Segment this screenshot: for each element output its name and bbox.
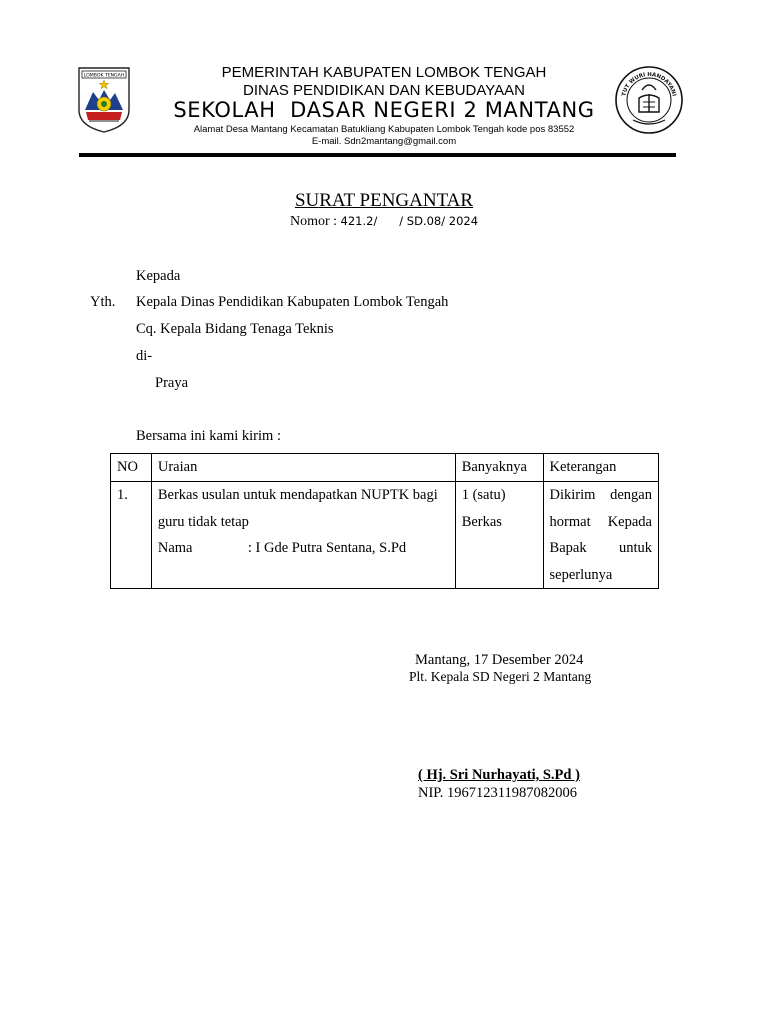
row-banyak-line-2: Berkas xyxy=(461,513,502,530)
signature-position: Plt. Kepala SD Negeri 2 Mantang xyxy=(409,669,592,684)
row-uraian-line-1: Berkas usulan untuk mendapatkan NUPTK bagi xyxy=(157,487,438,503)
row-nama-value: : I Gde Putra Sentana, S.Pd xyxy=(247,540,407,556)
letterhead-divider xyxy=(79,153,676,157)
letterhead-address: Alamat Desa Mantang Kecamatan Batukliang Kabupaten Lombok Tengah kode pos 83552 xyxy=(193,124,575,135)
right-logo-label: TUT WURI HANDAYANI xyxy=(621,71,677,97)
letter-number-value: 421.2/ / SD.08/ 2024 xyxy=(340,214,479,228)
row-no: 1. xyxy=(117,487,128,503)
table-row xyxy=(111,482,659,589)
letterhead-school-name: SEKOLAH DASAR NEGERI 2 MANTANG xyxy=(173,98,595,122)
intro-text: Bersama ini kami kirim : xyxy=(136,428,281,444)
row-ket-line-4: seperlunya xyxy=(549,566,613,583)
letterhead-email: E-mail. Sdn2mantang@gmail.com xyxy=(311,136,457,147)
letter-title: SURAT PENGANTAR xyxy=(294,190,474,211)
letterhead-government: PEMERINTAH KABUPATEN LOMBOK TENGAH xyxy=(221,64,547,81)
recipient-kepada: Kepada xyxy=(136,268,181,284)
header-uraian: Uraian xyxy=(151,454,455,482)
row-nama xyxy=(158,535,449,562)
row-ket-line-1: Dikirim dengan xyxy=(549,487,652,503)
signature-place-date: Mantang, 17 Desember 2024 xyxy=(415,652,584,668)
signature-name: ( Hj. Sri Nurhayati, S.Pd ) xyxy=(418,767,580,783)
row-nama-label: Nama xyxy=(157,540,193,556)
letter-number-label: Nomor : xyxy=(289,214,341,229)
recipient-line-1: Kepala Dinas Pendidikan Kabupaten Lombok Tengah xyxy=(136,294,449,310)
recipient-line-4: Praya xyxy=(155,375,189,391)
items-table xyxy=(110,453,659,589)
header-keterangan: Keterangan xyxy=(543,454,658,482)
row-ket-line-2: hormat Kepada xyxy=(549,513,652,530)
recipient-line-2: Cq. Kepala Bidang Tenaga Teknis xyxy=(136,321,334,337)
recipient-line-3: di- xyxy=(136,348,153,364)
letterhead-department: DINAS PENDIDIKAN DAN KEBUDAYAAN xyxy=(242,82,525,99)
recipient-yth: Yth. xyxy=(90,294,116,310)
header-banyaknya: Banyaknya xyxy=(455,454,543,482)
row-ket-line-3: Bapak untuk xyxy=(549,540,652,556)
letter-number xyxy=(0,214,768,230)
table-header-row xyxy=(111,454,659,482)
signature-nip: NIP. 196712311987082006 xyxy=(418,785,577,801)
left-logo-label: LOMBOK TENGAH xyxy=(83,73,125,79)
header-no: NO xyxy=(111,454,152,482)
row-banyak-line-1: 1 (satu) xyxy=(461,487,506,503)
row-uraian-line-2: guru tidak tetap xyxy=(157,513,249,530)
